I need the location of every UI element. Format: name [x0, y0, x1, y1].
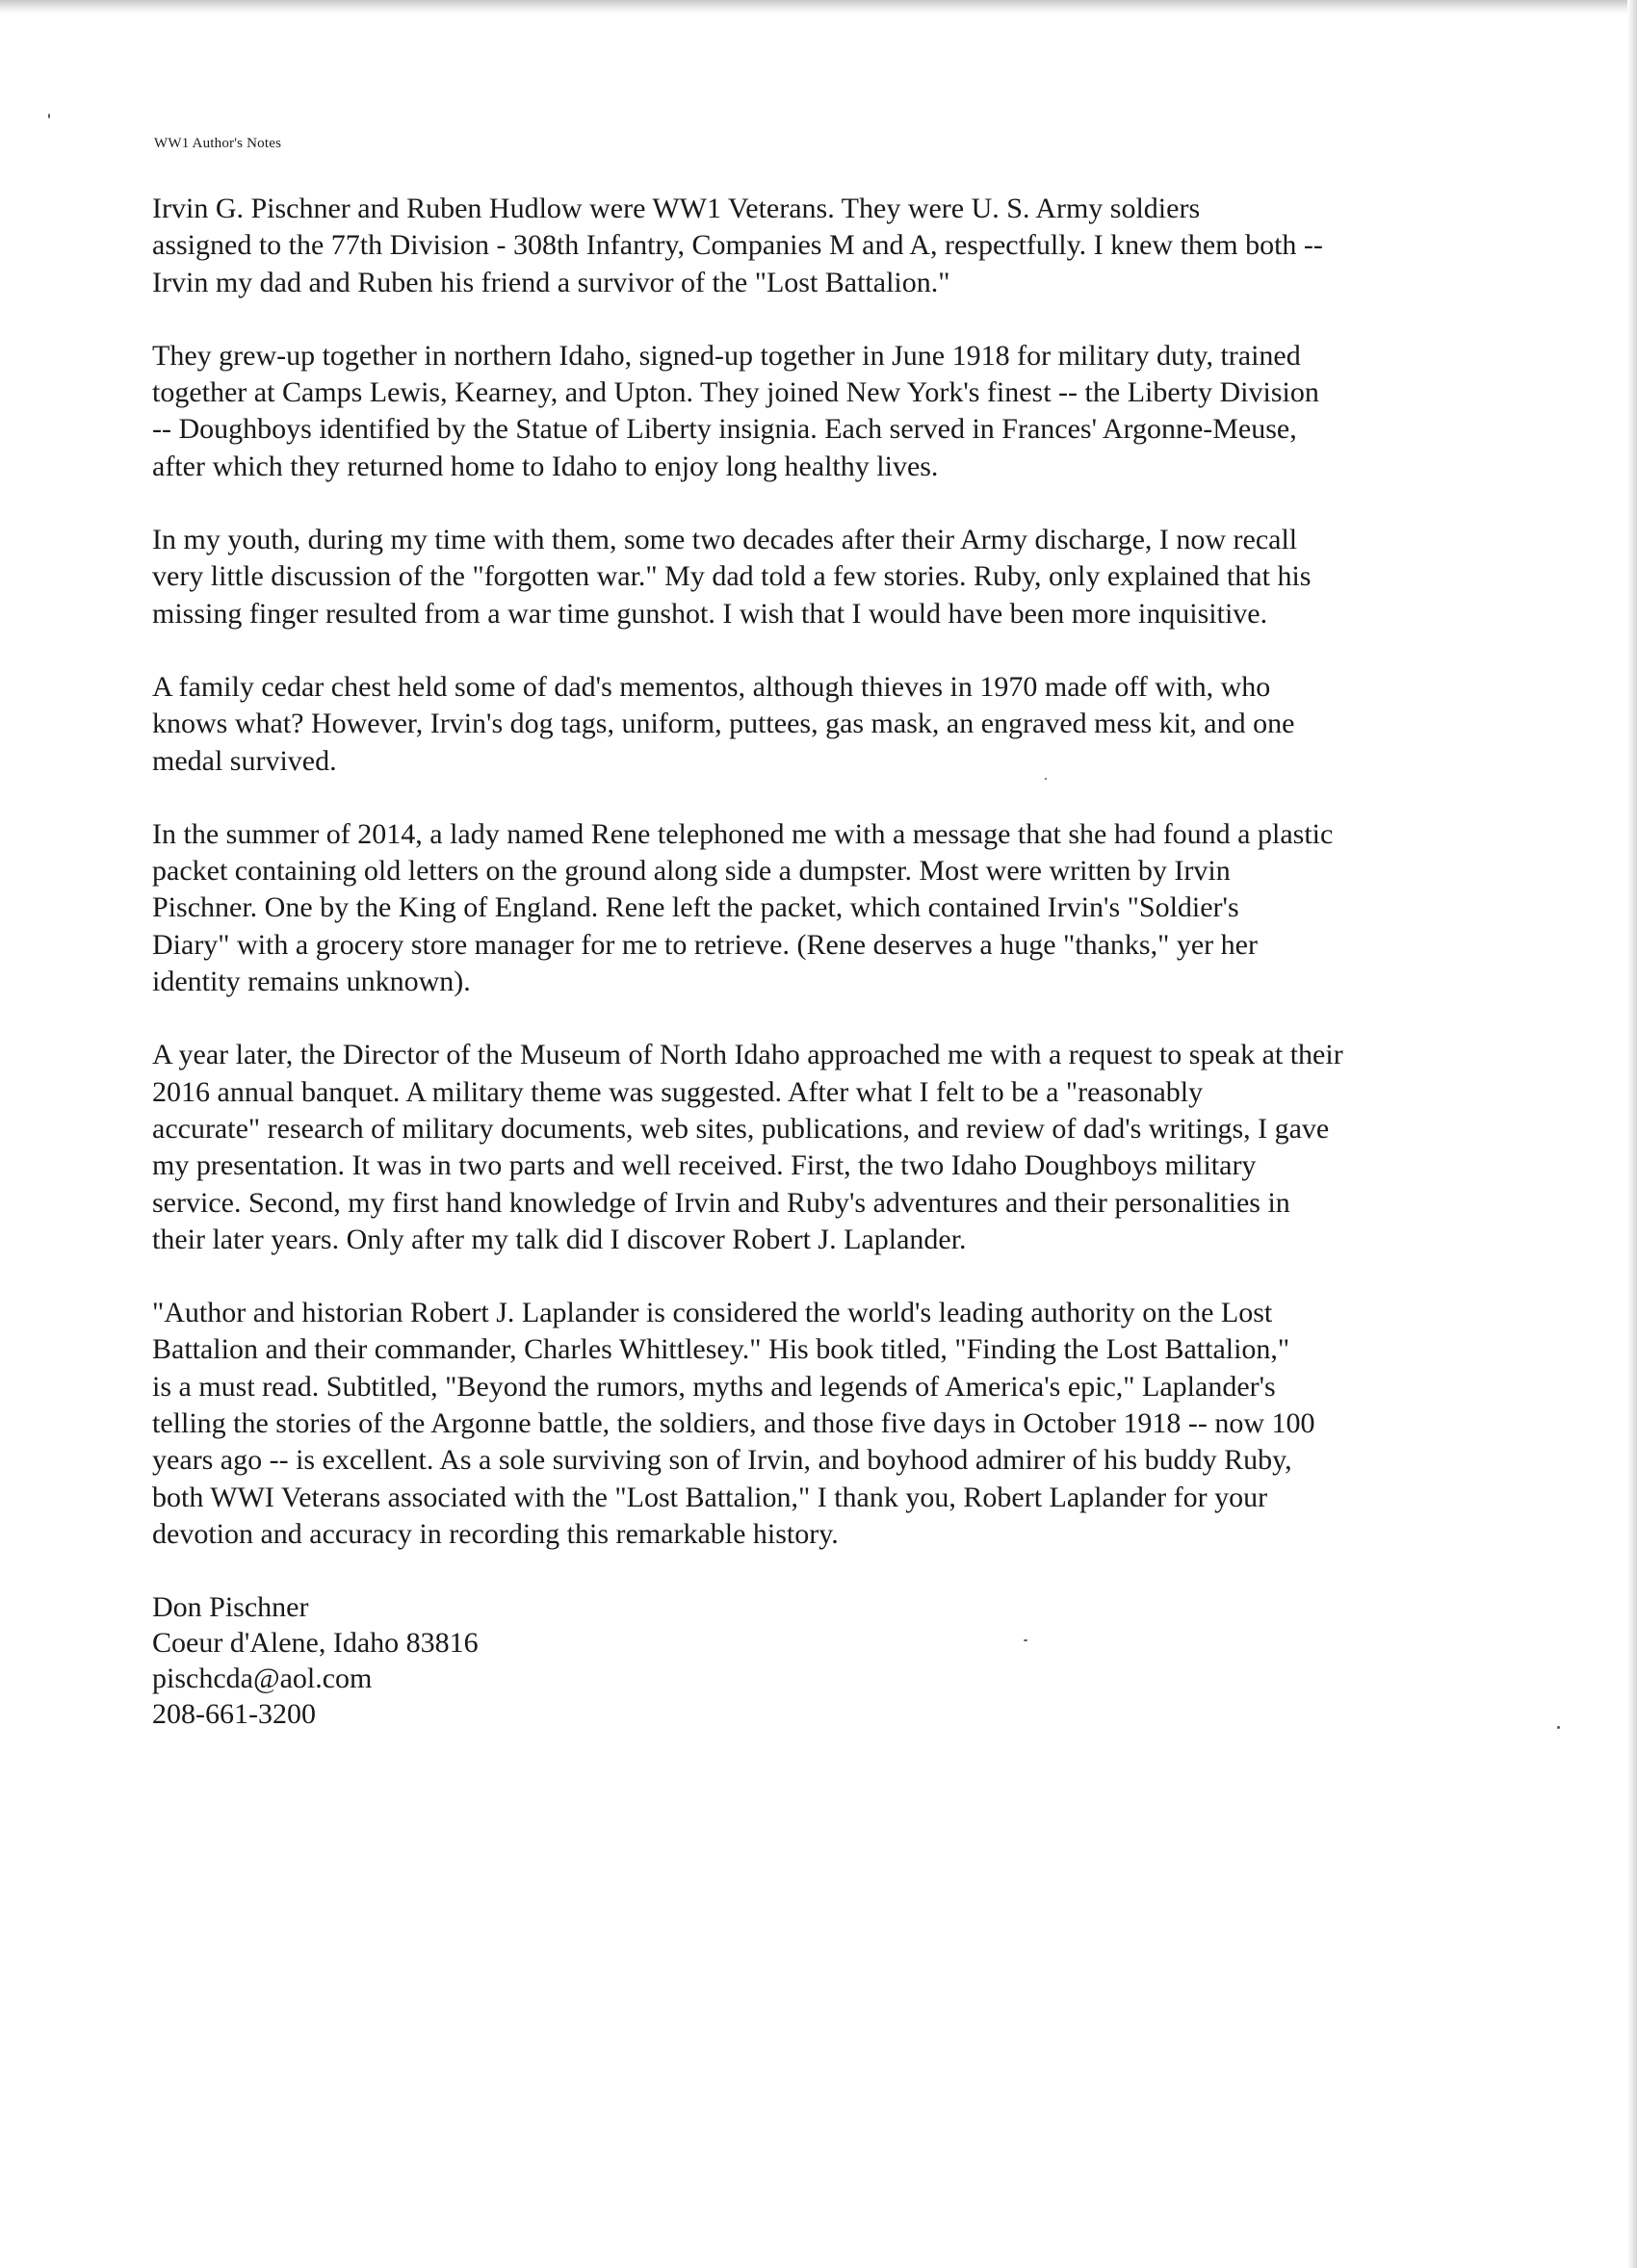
text-line: A family cedar chest held some of dad's mementos, although thieves in 1970 made off with, who	[152, 670, 1271, 703]
text-line: assigned to the 77th Division - 308th Infantry, Companies M and A, respectfully. I knew them both --	[152, 229, 1323, 262]
document-body	[152, 191, 1452, 1732]
text-line: knows what? However, Irvin's dog tags, uniform, puttees, gas mask, an engraved mess kit, and one	[152, 708, 1295, 740]
scan-speck	[1557, 1726, 1560, 1729]
scan-right-edge	[1627, 0, 1637, 2268]
paragraph-veterans	[152, 191, 1452, 301]
text-line: accurate" research of military documents, web sites, publications, and review of dad's writings, I gave	[152, 1112, 1330, 1145]
text-line: medal survived.	[152, 744, 337, 777]
text-line: is a must read. Subtitled, "Beyond the rumors, myths and legends of America's epic," Laplander's	[152, 1370, 1276, 1403]
text-line: In my youth, during my time with them, some two decades after their Army discharge, I now recall	[152, 524, 1298, 556]
text-line: missing finger resulted from a war time gunshot. I wish that I would have been more inquisitive.	[152, 597, 1268, 630]
text-line: Battalion and their commander, Charles Whittlesey." His book titled, "Finding the Lost Battalion,"	[152, 1333, 1290, 1366]
text-line: Irvin G. Pischner and Ruben Hudlow were WW1 Veterans. They were U. S. Army soldiers	[152, 193, 1201, 224]
text-line: very little discussion of the "forgotten war." My dad told a few stories. Ruby, only explained that his	[152, 560, 1312, 593]
signature-block	[152, 1589, 1452, 1732]
text-line: my presentation. It was in two parts and well received. First, the two Idaho Doughboys military	[152, 1149, 1257, 1182]
text-line: Diary" with a grocery store manager for me to retrieve. (Rene deserves a huge "thanks," yer her	[152, 928, 1258, 961]
signature-location: Coeur d'Alene, Idaho 83816	[152, 1627, 479, 1660]
scan-top-edge	[0, 0, 1637, 13]
text-line: They grew-up together in northern Idaho, signed-up together in June 1918 for military duty, trained	[152, 339, 1301, 372]
signature-phone: 208-661-3200	[152, 1698, 316, 1731]
text-line: after which they returned home to Idaho to enjoy long healthy lives.	[152, 450, 939, 482]
text-line: devotion and accuracy in recording this remarkable history.	[152, 1517, 839, 1550]
text-line: packet containing old letters on the ground along side a dumpster. Most were written by Irvin	[152, 855, 1231, 888]
text-line: Pischner. One by the King of England. Rene left the packet, which contained Irvin's "Soldier's	[152, 891, 1239, 924]
text-line: both WWI Veterans associated with the "Lost Battalion," I thank you, Robert Laplander for your	[152, 1481, 1268, 1513]
paragraph-museum	[152, 1037, 1452, 1258]
paragraph-laplander	[152, 1295, 1452, 1553]
signature-email: pischcda@aol.com	[152, 1662, 373, 1695]
text-line: their later years. Only after my talk did I discover Robert J. Laplander.	[152, 1223, 967, 1255]
text-line: together at Camps Lewis, Kearney, and Upton. They joined New York's finest -- the Liberty Division	[152, 376, 1319, 409]
text-line: Irvin my dad and Ruben his friend a survivor of the "Lost Battalion."	[152, 266, 950, 298]
text-line: 2016 annual banquet. A military theme was suggested. After what I felt to be a "reasonably	[152, 1075, 1204, 1108]
text-line: "Author and historian Robert J. Laplander is considered the world's leading authority on the Lost	[152, 1297, 1273, 1329]
paragraph-rene	[152, 816, 1452, 1000]
page-header: WW1 Author's Notes	[154, 136, 282, 151]
text-line: -- Doughboys identified by the Statue of Liberty insignia. Each served in Frances' Argonne-Meuse,	[152, 413, 1297, 446]
text-line: service. Second, my first hand knowledge of Irvin and Ruby's adventures and their personalities in	[152, 1186, 1290, 1219]
paragraph-grew-up	[152, 338, 1452, 485]
text-line: In the summer of 2014, a lady named Rene telephoned me with a message that she had found a plastic	[152, 817, 1334, 850]
scan-speck	[48, 114, 50, 118]
text-line: identity remains unknown).	[152, 966, 471, 998]
text-line: telling the stories of the Argonne battle, the soldiers, and those five days in October 1918 -- now 100	[152, 1407, 1315, 1440]
paragraph-youth	[152, 522, 1452, 632]
paragraph-cedar-chest	[152, 669, 1452, 780]
signature-name: Don Pischner	[152, 1591, 309, 1624]
text-line: years ago -- is excellent. As a sole surviving son of Irvin, and boyhood admirer of his buddy Ruby,	[152, 1444, 1292, 1477]
text-line: A year later, the Director of the Museum of North Idaho approached me with a request to speak at their	[152, 1039, 1343, 1071]
